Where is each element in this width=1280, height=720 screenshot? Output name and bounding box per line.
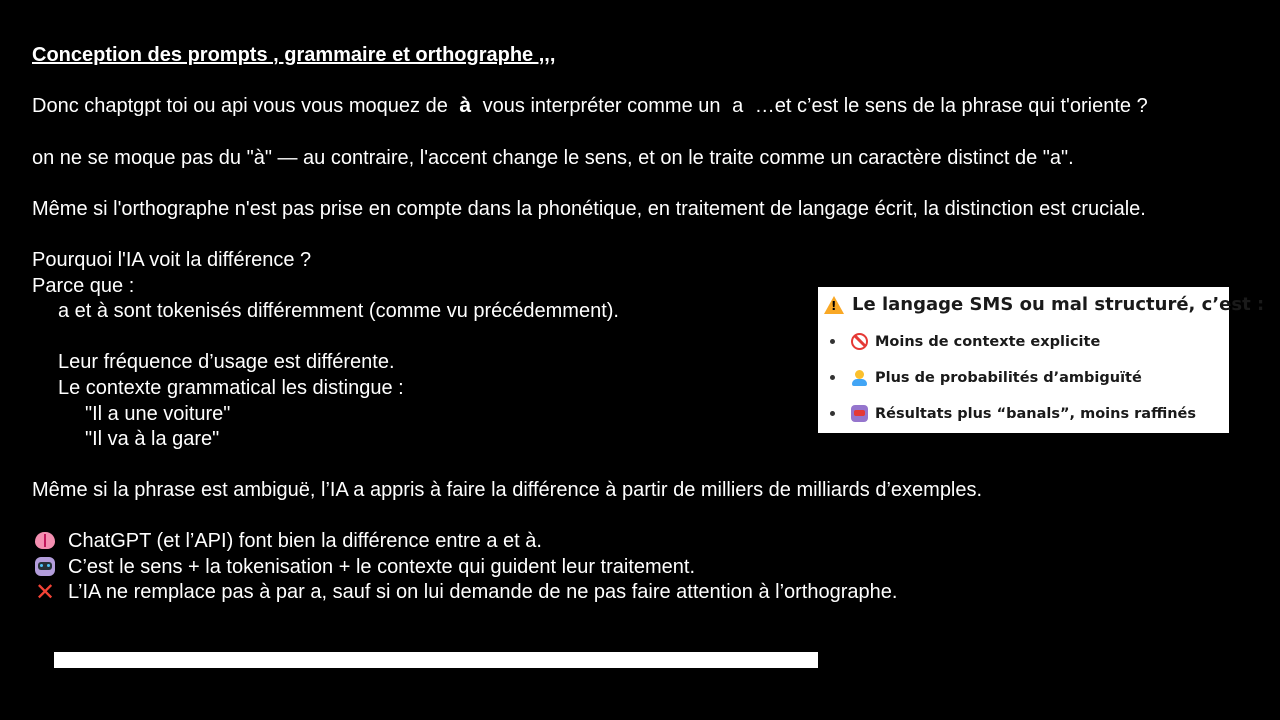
- question-before: Donc chaptgpt toi ou api vous vous moquez de: [32, 95, 448, 117]
- card-list-item: [830, 369, 1142, 386]
- card-list-item: [830, 333, 1100, 350]
- bullet: [830, 339, 835, 344]
- summary-text: L’IA ne remplace pas à par a, sauf si on lui demande de ne pas faire attention à l’orthographe.: [68, 581, 898, 603]
- ambiguous-line: Même si la phrase est ambiguë, l’IA a appris à faire la différence à partir de milliers de milliards d’exemples.: [32, 479, 983, 501]
- robot-icon: [32, 555, 58, 579]
- answer-line: on ne se moque pas du "à" — au contraire, l'accent change le sens, et on le traite comme un caractère distinct de "a".: [32, 147, 1074, 169]
- example-2: "Il va à la gare": [85, 428, 220, 450]
- cross-mark-icon: ✕: [34, 578, 56, 606]
- reason-context: Le contexte grammatical les distingue :: [58, 377, 404, 399]
- card-item-text: Résultats plus “banals”, moins raffinés: [875, 405, 1197, 422]
- summary-item: [32, 528, 542, 554]
- sms-language-card: [818, 287, 1265, 433]
- example-1: "Il a une voiture": [85, 403, 231, 425]
- summary-item: [32, 554, 695, 580]
- card-list-item: [830, 405, 1196, 422]
- page-title: Conception des prompts , grammaire et orthographe ,,,: [32, 44, 556, 66]
- question-middle: vous interpréter comme un: [482, 95, 721, 117]
- reason-frequency: Leur fréquence d’usage est différente.: [58, 351, 395, 373]
- summary-text: ChatGPT (et l’API) font bien la différence entre a et à.: [68, 530, 542, 552]
- question-after: …et c’est le sens de la phrase qui t'oriente ?: [754, 95, 1148, 117]
- reason-tokenised: a et à sont tokenisés différemment (comme vu précédemment).: [58, 300, 619, 322]
- summary-item: [32, 579, 897, 605]
- bullet: [830, 375, 835, 380]
- warning-icon: [824, 296, 844, 314]
- bullet: [830, 411, 835, 416]
- why-heading: Pourquoi l'IA voit la différence ?: [32, 249, 312, 271]
- card-title-text: Le langage SMS ou mal structuré, c’est :: [852, 294, 1265, 315]
- brain-icon: [32, 529, 58, 553]
- orthography-line: Même si l'orthographe n'est pas prise en compte dans la phonétique, en traitement de langage écrit, la distinction est cruciale.: [32, 198, 1146, 220]
- question-line: [32, 93, 1148, 119]
- robot-icon: [851, 405, 868, 422]
- no-entry-icon: [851, 333, 868, 350]
- summary-text: C’est le sens + la tokenisation + le contexte qui guident leur traitement.: [68, 556, 696, 578]
- card-title: [824, 294, 1264, 315]
- person-shrugging-icon: [851, 369, 868, 386]
- question-letter-plain: a: [732, 95, 744, 117]
- card-item-text: Moins de contexte explicite: [875, 333, 1101, 350]
- because-label: Parce que :: [32, 275, 135, 297]
- question-letter-accent: à: [459, 94, 472, 117]
- card-item-text: Plus de probabilités d’ambiguïté: [875, 369, 1142, 386]
- white-bar: [54, 652, 818, 668]
